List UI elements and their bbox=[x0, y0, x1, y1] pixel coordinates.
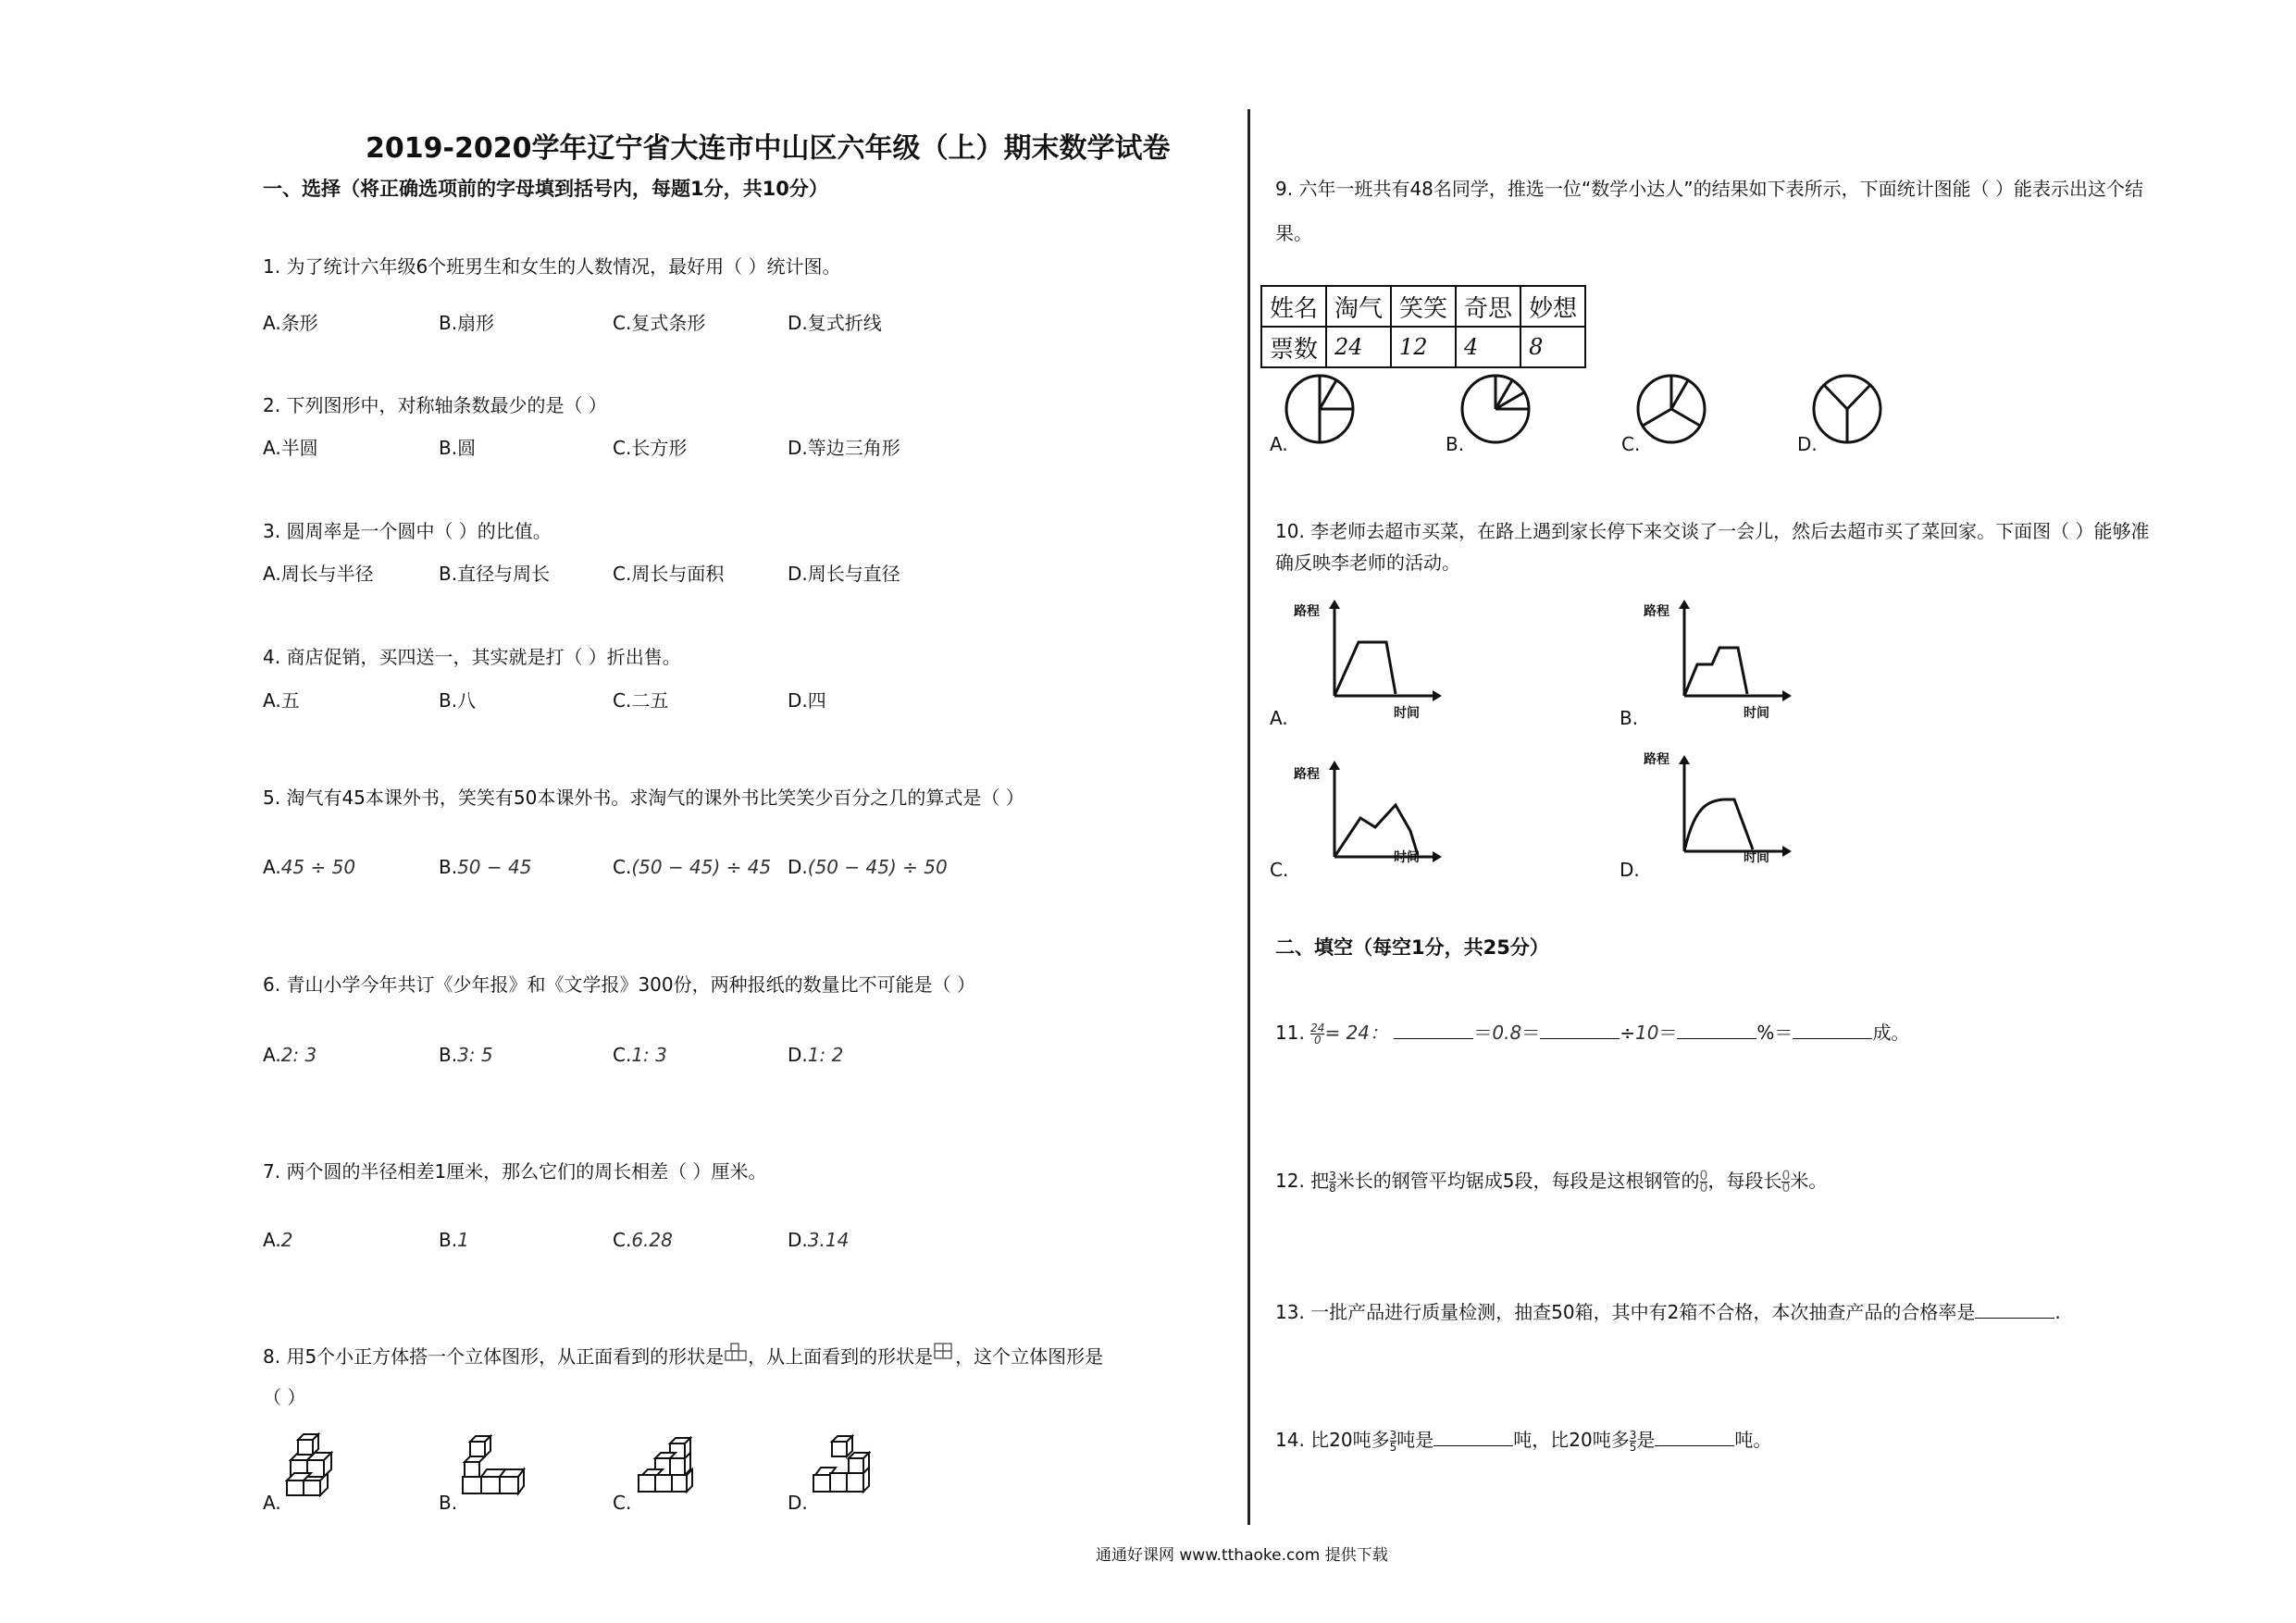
option-value: 2 bbox=[280, 1229, 293, 1251]
option-letter: B. bbox=[439, 1044, 458, 1066]
q7-option-d[interactable] bbox=[788, 1229, 849, 1251]
q9-option-d[interactable]: D. bbox=[1797, 433, 1818, 455]
table-cell: 奇思 bbox=[1456, 286, 1520, 327]
q7-text: 7. 两个圆的半径相差1厘米，那么它们的周长相差（ ）厘米。 bbox=[263, 1160, 767, 1183]
q12-text: 米长的钢管平均锯成5段，每段是这根钢管的 bbox=[1335, 1170, 1700, 1192]
q3-option-b[interactable]: B.直径与周长 bbox=[439, 563, 551, 585]
table-row bbox=[1261, 327, 1585, 367]
q13-suffix: . bbox=[2054, 1301, 2061, 1323]
q10-option-d-graph bbox=[1673, 755, 1793, 859]
option-letter: D. bbox=[788, 1044, 808, 1066]
q1-option-b[interactable]: B.扇形 bbox=[439, 312, 495, 334]
option-letter: C. bbox=[613, 1229, 632, 1251]
q9-option-b[interactable]: B. bbox=[1446, 433, 1465, 455]
front-view-icon bbox=[724, 1342, 748, 1364]
table-cell: 淘气 bbox=[1326, 286, 1391, 327]
fraction-numerator: 0 bbox=[1699, 1169, 1708, 1183]
q4-option-d[interactable]: D.四 bbox=[788, 689, 826, 712]
q1-option-c[interactable]: C.复式条形 bbox=[613, 312, 706, 334]
q11-sign: ＝ bbox=[1658, 1022, 1678, 1044]
table-cell: 票数 bbox=[1261, 327, 1326, 367]
q4-text: 4. 商店促销，买四送一，其实就是打（ ）折出售。 bbox=[263, 646, 681, 668]
q11-percent: %＝ bbox=[1756, 1022, 1793, 1044]
q10-option-c[interactable]: C. bbox=[1270, 859, 1289, 881]
q11-divide: ÷ bbox=[1620, 1022, 1635, 1044]
q5-option-c[interactable] bbox=[613, 856, 771, 878]
q11-blank-1[interactable] bbox=[1394, 1022, 1473, 1039]
q11-blank-3[interactable] bbox=[1677, 1022, 1756, 1039]
q1-option-d[interactable]: D.复式折线 bbox=[788, 312, 882, 334]
table-cell: 24 bbox=[1326, 327, 1391, 367]
graph-c-xlabel: 时间 bbox=[1394, 850, 1420, 865]
option-ratio: 1: 2 bbox=[807, 1044, 844, 1066]
q4-option-c[interactable]: C.二五 bbox=[613, 689, 669, 712]
table-cell: 妙想 bbox=[1520, 286, 1585, 327]
q2-text: 2. 下列图形中，对称轴条数最少的是（ ） bbox=[263, 394, 607, 416]
q8-text-part4: （ ） bbox=[263, 1386, 306, 1408]
option-formula: (50 − 45) ÷ 50 bbox=[807, 856, 948, 878]
q8-option-a[interactable]: A. bbox=[263, 1492, 281, 1514]
q10-option-b-graph bbox=[1673, 600, 1793, 703]
q11-line bbox=[1275, 1018, 1909, 1046]
option-letter: C. bbox=[613, 1044, 632, 1066]
q5-option-a[interactable] bbox=[263, 856, 355, 878]
q7-option-b[interactable] bbox=[439, 1229, 469, 1251]
table-cell: 笑笑 bbox=[1391, 286, 1456, 327]
option-letter: B. bbox=[439, 856, 458, 878]
q8-option-d[interactable]: D. bbox=[788, 1492, 808, 1514]
q9-votes-table bbox=[1260, 285, 1586, 368]
q8-option-c[interactable]: C. bbox=[613, 1492, 632, 1514]
q9-option-a-pie-chart bbox=[1283, 372, 1357, 446]
q10-text-line1: 10. 李老师去超市买菜，在路上遇到家长停下来交谈了一会儿，然后去超市买了菜回家。下面图（ ）能够准 bbox=[1275, 520, 2150, 542]
q11-equals: = 24： bbox=[1324, 1022, 1389, 1044]
option-formula: (50 − 45) ÷ 45 bbox=[631, 856, 772, 878]
q11-number: 11. bbox=[1275, 1022, 1305, 1044]
q5-option-b[interactable] bbox=[439, 856, 531, 878]
fraction-denominator: 0 bbox=[1313, 1034, 1322, 1047]
table-cell: 12 bbox=[1391, 327, 1456, 367]
graph-a-xlabel: 时间 bbox=[1394, 706, 1420, 721]
q6-option-a[interactable] bbox=[263, 1044, 316, 1066]
q1-option-a[interactable]: A.条形 bbox=[263, 312, 318, 334]
column-divider bbox=[1247, 109, 1250, 1525]
fraction-denominator: 0 bbox=[1781, 1181, 1791, 1196]
q7-option-a[interactable] bbox=[263, 1229, 292, 1251]
q6-option-b[interactable] bbox=[439, 1044, 493, 1066]
q8-option-c-cubes-figure bbox=[633, 1432, 707, 1497]
q2-option-c[interactable]: C.长方形 bbox=[613, 437, 688, 459]
graph-b-xlabel: 时间 bbox=[1744, 706, 1769, 721]
q5-option-d[interactable] bbox=[788, 856, 948, 878]
q12-text: 12. 把 bbox=[1275, 1170, 1330, 1192]
option-ratio: 1: 3 bbox=[631, 1044, 667, 1066]
q2-option-b[interactable]: B.圆 bbox=[439, 437, 477, 459]
top-view-icon bbox=[933, 1342, 955, 1362]
option-letter: A. bbox=[263, 856, 281, 878]
q14-suffix: 吨。 bbox=[1734, 1429, 1772, 1451]
q14-text: 14. 比20吨多 bbox=[1275, 1429, 1390, 1451]
graph-d-ylabel: 路程 bbox=[1644, 752, 1669, 767]
option-value: 3.14 bbox=[807, 1229, 850, 1251]
q11-blank-2[interactable] bbox=[1540, 1022, 1620, 1039]
q9-option-b-pie-chart bbox=[1458, 372, 1533, 446]
q9-option-d-pie-chart bbox=[1810, 372, 1884, 446]
section-1-heading: 一、选择（将正确选项前的字母填到括号内，每题1分，共10分） bbox=[263, 178, 828, 200]
q4-option-b[interactable]: B.八 bbox=[439, 689, 477, 712]
q7-option-c[interactable] bbox=[613, 1229, 673, 1251]
q14-text: 是 bbox=[1636, 1429, 1656, 1451]
q8-text-part3: ，这个立体图形是 bbox=[955, 1345, 1104, 1368]
q8-text bbox=[263, 1342, 1103, 1369]
q11-blank-4[interactable] bbox=[1793, 1022, 1872, 1039]
q1-text: 1. 为了统计六年级6个班男生和女生的人数情况，最好用（ ）统计图。 bbox=[263, 255, 841, 278]
q9-option-c[interactable]: C. bbox=[1621, 433, 1641, 455]
option-formula: 45 ÷ 50 bbox=[280, 856, 356, 878]
q8-text-part1: 8. 用5个小正方体搭一个立体图形，从正面看到的形状是 bbox=[263, 1345, 725, 1368]
q12-line bbox=[1275, 1166, 1827, 1194]
option-letter: D. bbox=[788, 1229, 808, 1251]
option-letter: A. bbox=[263, 1044, 281, 1066]
table-cell: 姓名 bbox=[1261, 286, 1326, 327]
q11-value: 0.8 bbox=[1492, 1022, 1522, 1044]
q10-option-a-graph bbox=[1323, 600, 1444, 703]
q3-text: 3. 圆周率是一个圆中（ ）的比值。 bbox=[263, 520, 552, 542]
q3-option-c[interactable]: C.周长与面积 bbox=[613, 563, 725, 585]
q11-divisor: 10 bbox=[1634, 1022, 1659, 1044]
fraction-numerator: 3 bbox=[1629, 1429, 1637, 1442]
q4-option-a[interactable]: A.五 bbox=[263, 689, 300, 712]
q11-sign: ＝ bbox=[1473, 1022, 1493, 1044]
q3-option-d[interactable]: D.周长与直径 bbox=[788, 563, 900, 585]
page-title: 2019-2020学年辽宁省大连市中山区六年级（上）期末数学试卷 bbox=[366, 132, 1171, 165]
q11-fraction bbox=[1310, 1022, 1324, 1046]
q14-text: 吨，比20吨多 bbox=[1513, 1429, 1630, 1451]
page-footer: 通通好课网 www.tthaoke.com 提供下载 bbox=[1096, 1546, 1388, 1565]
q5-text: 5. 淘气有45本课外书，笑笑有50本课外书。求淘气的课外书比笑笑少百分之几的算式是（ ） bbox=[263, 787, 1024, 809]
q9-text-line2: 果。 bbox=[1275, 222, 1312, 244]
q12-text: 米。 bbox=[1790, 1170, 1828, 1192]
q14-text: 吨是 bbox=[1396, 1429, 1434, 1451]
fraction-numerator: 3 bbox=[1389, 1429, 1397, 1442]
q11-sign: ＝ bbox=[1521, 1022, 1541, 1044]
table-cell: 8 bbox=[1520, 327, 1585, 367]
graph-d-xlabel: 时间 bbox=[1744, 850, 1769, 865]
option-letter: D. bbox=[788, 856, 808, 878]
q14-blank-2[interactable] bbox=[1655, 1429, 1734, 1446]
q2-option-d[interactable]: D.等边三角形 bbox=[788, 437, 900, 459]
option-value: 6.28 bbox=[631, 1229, 673, 1251]
q8-option-b-cubes-figure bbox=[459, 1432, 542, 1497]
fraction-denominator: 5 bbox=[1629, 1441, 1637, 1454]
q13-line bbox=[1275, 1297, 2061, 1324]
fraction-numerator: 24 bbox=[1310, 1022, 1325, 1035]
fraction-numerator: 0 bbox=[1781, 1169, 1791, 1183]
graph-a-ylabel: 路程 bbox=[1294, 604, 1320, 619]
table-row bbox=[1261, 286, 1585, 327]
q8-text-part2: ，从上面看到的形状是 bbox=[748, 1345, 934, 1368]
option-ratio: 3: 5 bbox=[457, 1044, 493, 1066]
q12-text: ，每段长 bbox=[1707, 1170, 1782, 1192]
q6-option-d[interactable] bbox=[788, 1044, 843, 1066]
option-value: 1 bbox=[457, 1229, 469, 1251]
q11-suffix: 成。 bbox=[1872, 1022, 1910, 1044]
option-letter: C. bbox=[613, 856, 632, 878]
q3-option-a[interactable]: A.周长与半径 bbox=[263, 563, 374, 585]
q8-option-a-cubes-figure bbox=[283, 1432, 348, 1497]
q2-option-a[interactable]: A.半圆 bbox=[263, 437, 318, 459]
graph-c-ylabel: 路程 bbox=[1294, 767, 1320, 782]
q13-blank[interactable] bbox=[1975, 1301, 2054, 1319]
q6-option-c[interactable] bbox=[613, 1044, 667, 1066]
q14-blank-1[interactable] bbox=[1433, 1429, 1513, 1446]
fraction-denominator: 0 bbox=[1699, 1181, 1708, 1196]
fraction-denominator: 8 bbox=[1329, 1182, 1336, 1195]
q9-option-c-pie-chart bbox=[1634, 372, 1708, 446]
q10-option-c-graph bbox=[1323, 761, 1444, 864]
option-letter: A. bbox=[263, 1229, 281, 1251]
q14-line bbox=[1275, 1425, 1771, 1453]
graph-b-ylabel: 路程 bbox=[1644, 604, 1669, 619]
option-letter: B. bbox=[439, 1229, 458, 1251]
option-ratio: 2: 3 bbox=[280, 1044, 317, 1066]
q9-text-line1: 9. 六年一班共有48名同学，推选一位“数学小达人”的结果如下表所示，下面统计图能（ ）能表示出这个结 bbox=[1275, 178, 2143, 200]
q10-text-line2: 确反映李老师的活动。 bbox=[1275, 551, 1460, 574]
q10-option-b[interactable]: B. bbox=[1620, 707, 1639, 729]
q9-option-a[interactable]: A. bbox=[1270, 433, 1288, 455]
q10-option-d[interactable]: D. bbox=[1620, 859, 1640, 881]
section-2-heading: 二、填空（每空1分，共25分） bbox=[1275, 936, 1549, 959]
q6-text: 6. 青山小学今年共订《少年报》和《文学报》300份，两种报纸的数量比不可能是（ ） bbox=[263, 973, 975, 996]
fraction-numerator: 3 bbox=[1329, 1170, 1336, 1183]
fraction-denominator: 5 bbox=[1389, 1441, 1397, 1454]
table-cell: 4 bbox=[1456, 327, 1520, 367]
q12-fraction-1 bbox=[1329, 1171, 1336, 1194]
q8-option-b[interactable]: B. bbox=[439, 1492, 458, 1514]
option-formula: 50 − 45 bbox=[457, 856, 532, 878]
q8-option-d-cubes-figure bbox=[808, 1432, 882, 1497]
q13-text: 13. 一批产品进行质量检测，抽查50箱，其中有2箱不合格，本次抽查产品的合格率是 bbox=[1275, 1301, 1976, 1323]
q10-option-a[interactable]: A. bbox=[1270, 707, 1288, 729]
